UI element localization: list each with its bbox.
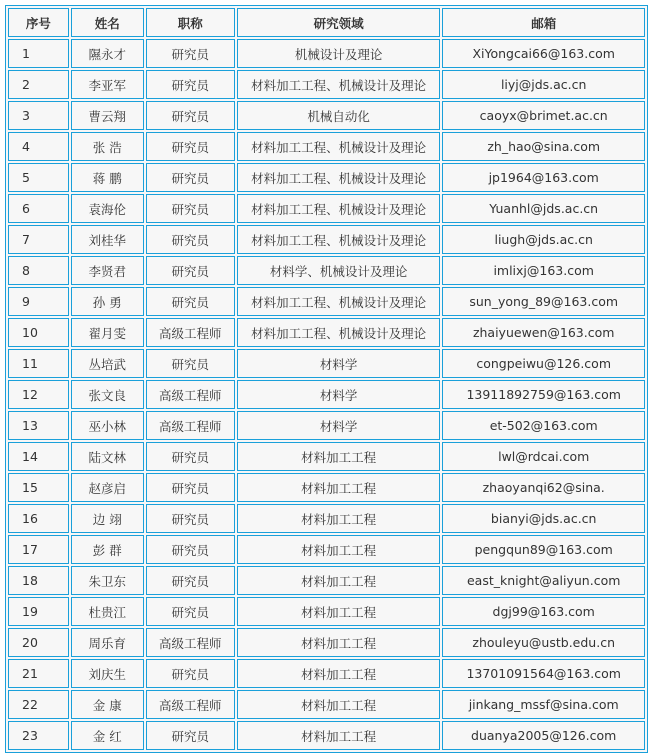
header-email: 邮箱 — [442, 8, 645, 37]
cell-no: 3 — [8, 101, 69, 130]
cell-title: 高级工程师 — [146, 628, 235, 657]
table-row — [8, 628, 645, 657]
cell-email: XiYongcai66@163.com — [442, 39, 645, 68]
table-row — [8, 194, 645, 223]
cell-no: 17 — [8, 535, 69, 564]
table-row — [8, 442, 645, 471]
cell-research-field: 材料加工工程 — [237, 721, 441, 750]
table-row — [8, 597, 645, 626]
table-row — [8, 504, 645, 533]
header-title: 职称 — [146, 8, 235, 37]
header-no: 序号 — [8, 8, 69, 37]
cell-email: liugh@jds.ac.cn — [442, 225, 645, 254]
cell-email: caoyx@brimet.ac.cn — [442, 101, 645, 130]
cell-title: 研究员 — [146, 101, 235, 130]
table-body — [8, 39, 645, 750]
cell-title: 研究员 — [146, 349, 235, 378]
cell-name: 李贤君 — [71, 256, 144, 285]
cell-title: 研究员 — [146, 442, 235, 471]
cell-title: 研究员 — [146, 225, 235, 254]
table-row — [8, 101, 645, 130]
cell-research-field: 材料学 — [237, 411, 441, 440]
table-row — [8, 256, 645, 285]
cell-name: 张 浩 — [71, 132, 144, 161]
cell-title: 高级工程师 — [146, 690, 235, 719]
roster-table-container — [5, 5, 648, 753]
cell-email: pengqun89@163.com — [442, 535, 645, 564]
cell-title: 研究员 — [146, 659, 235, 688]
cell-title: 高级工程师 — [146, 380, 235, 409]
cell-title: 高级工程师 — [146, 318, 235, 347]
cell-title: 研究员 — [146, 721, 235, 750]
cell-no: 23 — [8, 721, 69, 750]
cell-research-field: 材料加工工程 — [237, 473, 441, 502]
cell-no: 7 — [8, 225, 69, 254]
cell-name: 金 红 — [71, 721, 144, 750]
cell-research-field: 材料加工工程、机械设计及理论 — [237, 287, 441, 316]
cell-name: 刘庆生 — [71, 659, 144, 688]
cell-title: 研究员 — [146, 473, 235, 502]
cell-research-field: 材料加工工程 — [237, 597, 441, 626]
researcher-roster-table — [5, 5, 648, 753]
cell-research-field: 材料学 — [237, 380, 441, 409]
table-row — [8, 70, 645, 99]
table-row — [8, 659, 645, 688]
cell-title: 高级工程师 — [146, 411, 235, 440]
cell-no: 10 — [8, 318, 69, 347]
cell-email: jinkang_mssf@sina.com — [442, 690, 645, 719]
cell-name: 隰永才 — [71, 39, 144, 68]
cell-no: 16 — [8, 504, 69, 533]
cell-name: 丛培武 — [71, 349, 144, 378]
cell-no: 18 — [8, 566, 69, 595]
cell-research-field: 材料加工工程 — [237, 659, 441, 688]
cell-research-field: 材料加工工程 — [237, 628, 441, 657]
cell-no: 14 — [8, 442, 69, 471]
cell-research-field: 材料加工工程、机械设计及理论 — [237, 70, 441, 99]
cell-title: 研究员 — [146, 132, 235, 161]
cell-no: 19 — [8, 597, 69, 626]
cell-email: et-502@163.com — [442, 411, 645, 440]
cell-title: 研究员 — [146, 70, 235, 99]
cell-email: 13701091564@163.com — [442, 659, 645, 688]
cell-title: 研究员 — [146, 256, 235, 285]
cell-title: 研究员 — [146, 194, 235, 223]
cell-name: 周乐育 — [71, 628, 144, 657]
cell-email: Yuanhl@jds.ac.cn — [442, 194, 645, 223]
cell-research-field: 材料加工工程 — [237, 690, 441, 719]
cell-title: 研究员 — [146, 39, 235, 68]
cell-email: zh_hao@sina.com — [442, 132, 645, 161]
cell-name: 翟月雯 — [71, 318, 144, 347]
table-row — [8, 349, 645, 378]
cell-no: 2 — [8, 70, 69, 99]
header-row — [8, 8, 645, 37]
table-header — [8, 8, 645, 37]
cell-name: 赵彦启 — [71, 473, 144, 502]
cell-email: liyj@jds.ac.cn — [442, 70, 645, 99]
cell-research-field: 材料加工工程 — [237, 442, 441, 471]
table-row — [8, 690, 645, 719]
cell-no: 12 — [8, 380, 69, 409]
cell-email: sun_yong_89@163.com — [442, 287, 645, 316]
cell-research-field: 机械设计及理论 — [237, 39, 441, 68]
table-row — [8, 287, 645, 316]
cell-email: zhouleyu@ustb.edu.cn — [442, 628, 645, 657]
cell-no: 13 — [8, 411, 69, 440]
cell-no: 21 — [8, 659, 69, 688]
cell-research-field: 材料加工工程、机械设计及理论 — [237, 318, 441, 347]
cell-email: bianyi@jds.ac.cn — [442, 504, 645, 533]
cell-email: imlixj@163.com — [442, 256, 645, 285]
cell-no: 11 — [8, 349, 69, 378]
cell-research-field: 材料加工工程 — [237, 566, 441, 595]
table-row — [8, 473, 645, 502]
cell-no: 1 — [8, 39, 69, 68]
cell-title: 研究员 — [146, 504, 235, 533]
table-row — [8, 225, 645, 254]
cell-title: 研究员 — [146, 597, 235, 626]
cell-name: 边 翊 — [71, 504, 144, 533]
cell-no: 5 — [8, 163, 69, 192]
cell-research-field: 材料加工工程、机械设计及理论 — [237, 163, 441, 192]
cell-no: 15 — [8, 473, 69, 502]
table-row — [8, 566, 645, 595]
cell-email: dgj99@163.com — [442, 597, 645, 626]
cell-no: 8 — [8, 256, 69, 285]
cell-research-field: 材料学、机械设计及理论 — [237, 256, 441, 285]
cell-name: 曹云翔 — [71, 101, 144, 130]
cell-name: 李亚军 — [71, 70, 144, 99]
cell-no: 9 — [8, 287, 69, 316]
table-row — [8, 721, 645, 750]
cell-name: 张文良 — [71, 380, 144, 409]
cell-name: 朱卫东 — [71, 566, 144, 595]
cell-no: 4 — [8, 132, 69, 161]
table-row — [8, 163, 645, 192]
cell-name: 刘桂华 — [71, 225, 144, 254]
cell-email: zhaiyuewen@163.com — [442, 318, 645, 347]
cell-email: duanya2005@126.com — [442, 721, 645, 750]
cell-email: 13911892759@163.com — [442, 380, 645, 409]
cell-name: 蒋 鹏 — [71, 163, 144, 192]
header-field: 研究领域 — [237, 8, 441, 37]
cell-email: congpeiwu@126.com — [442, 349, 645, 378]
table-row — [8, 132, 645, 161]
cell-research-field: 材料加工工程、机械设计及理论 — [237, 132, 441, 161]
cell-email: jp1964@163.com — [442, 163, 645, 192]
cell-name: 金 康 — [71, 690, 144, 719]
cell-research-field: 材料加工工程、机械设计及理论 — [237, 225, 441, 254]
cell-name: 孙 勇 — [71, 287, 144, 316]
cell-email: zhaoyanqi62@sina. — [442, 473, 645, 502]
table-row — [8, 535, 645, 564]
cell-name: 彭 群 — [71, 535, 144, 564]
cell-no: 22 — [8, 690, 69, 719]
table-row — [8, 318, 645, 347]
cell-email: east_knight@aliyun.com — [442, 566, 645, 595]
cell-research-field: 材料加工工程、机械设计及理论 — [237, 194, 441, 223]
cell-name: 杜贵江 — [71, 597, 144, 626]
cell-no: 20 — [8, 628, 69, 657]
cell-title: 研究员 — [146, 566, 235, 595]
cell-research-field: 材料加工工程 — [237, 504, 441, 533]
cell-email: lwl@rdcai.com — [442, 442, 645, 471]
header-name: 姓名 — [71, 8, 144, 37]
cell-research-field: 机械自动化 — [237, 101, 441, 130]
cell-title: 研究员 — [146, 287, 235, 316]
table-row — [8, 39, 645, 68]
cell-research-field: 材料加工工程 — [237, 535, 441, 564]
cell-name: 巫小林 — [71, 411, 144, 440]
cell-title: 研究员 — [146, 535, 235, 564]
cell-research-field: 材料学 — [237, 349, 441, 378]
cell-title: 研究员 — [146, 163, 235, 192]
cell-name: 陆文林 — [71, 442, 144, 471]
table-row — [8, 380, 645, 409]
cell-name: 袁海伦 — [71, 194, 144, 223]
table-row — [8, 411, 645, 440]
cell-no: 6 — [8, 194, 69, 223]
